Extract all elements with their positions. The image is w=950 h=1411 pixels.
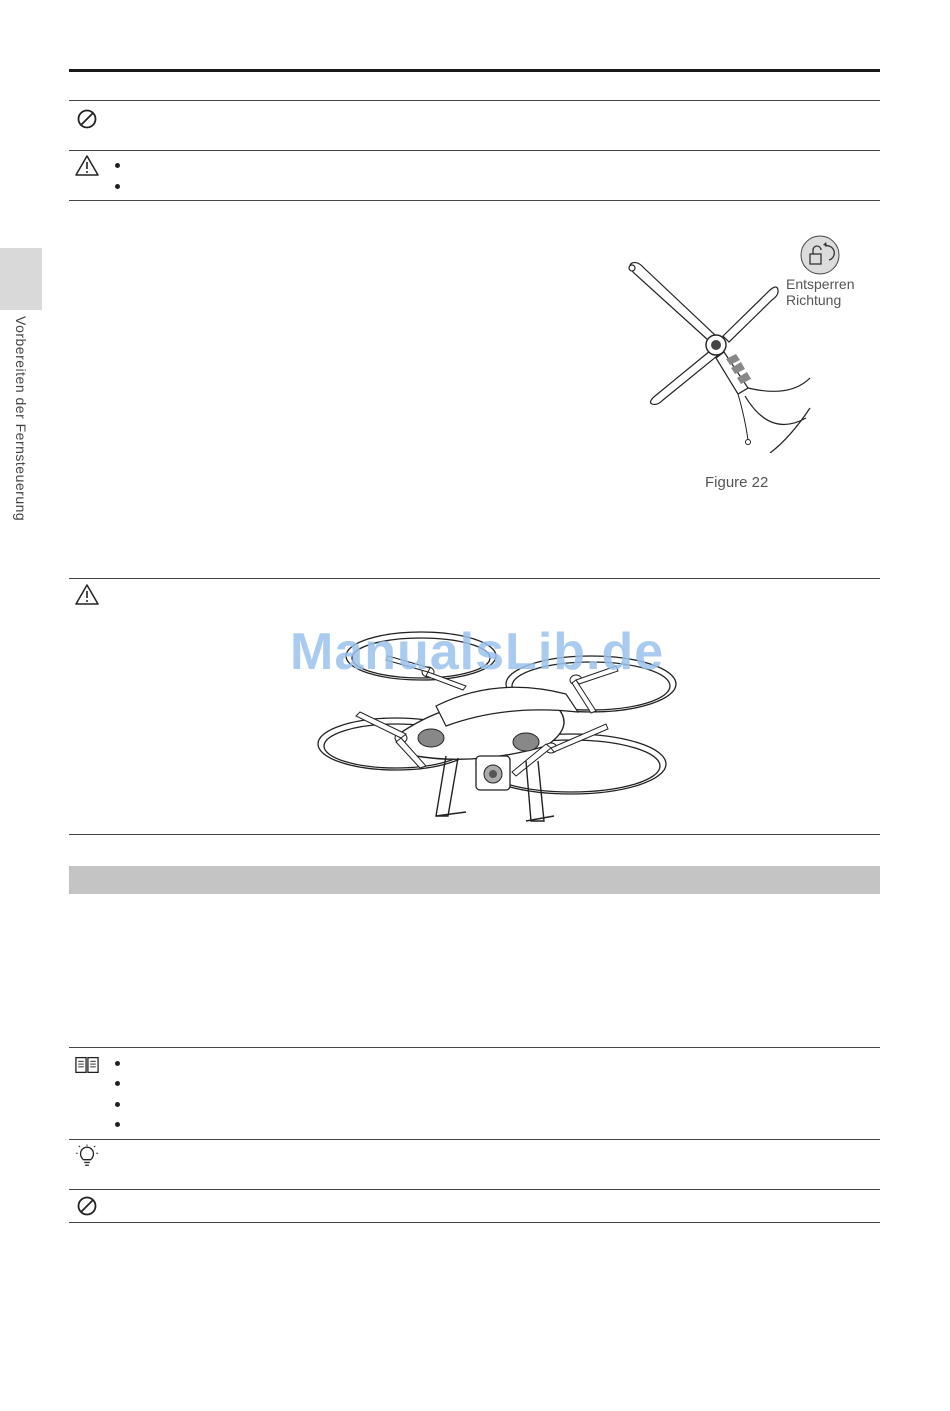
note-divider-9 [69,1222,880,1223]
section-heading-bar [69,866,880,894]
book-icon [75,1053,99,1077]
watermark: ManualsLib.de [290,623,665,681]
bullet [115,1081,120,1086]
note-divider-3 [69,200,880,201]
unlock-direction-icon [801,236,839,274]
bullet [115,1061,120,1066]
note-divider-8 [69,1189,880,1190]
note-divider-7 [69,1139,880,1140]
bullet [115,184,120,189]
figure-caption: Figure 22 [705,474,769,491]
propeller-illustration [620,228,870,453]
prohibited-icon [75,1194,99,1218]
lightbulb-icon [75,1144,99,1168]
chapter-tab [0,248,42,310]
unlock-label-line1: Entsperren [786,276,855,292]
warning-icon [75,583,99,607]
note-divider-6 [69,1047,880,1048]
header-rule [69,69,880,72]
bullet [115,1102,120,1107]
warning-icon [75,154,99,178]
note-divider-4 [69,578,880,579]
prohibited-icon [75,107,99,131]
chapter-label: Vorbereiten der Fernsteuerung [13,316,29,522]
note-divider-1 [69,100,880,101]
bullet [115,1122,120,1127]
bullet [115,163,120,168]
unlock-label-line2: Richtung [786,292,842,308]
note-divider-5 [69,834,880,835]
note-divider-2 [69,150,880,151]
